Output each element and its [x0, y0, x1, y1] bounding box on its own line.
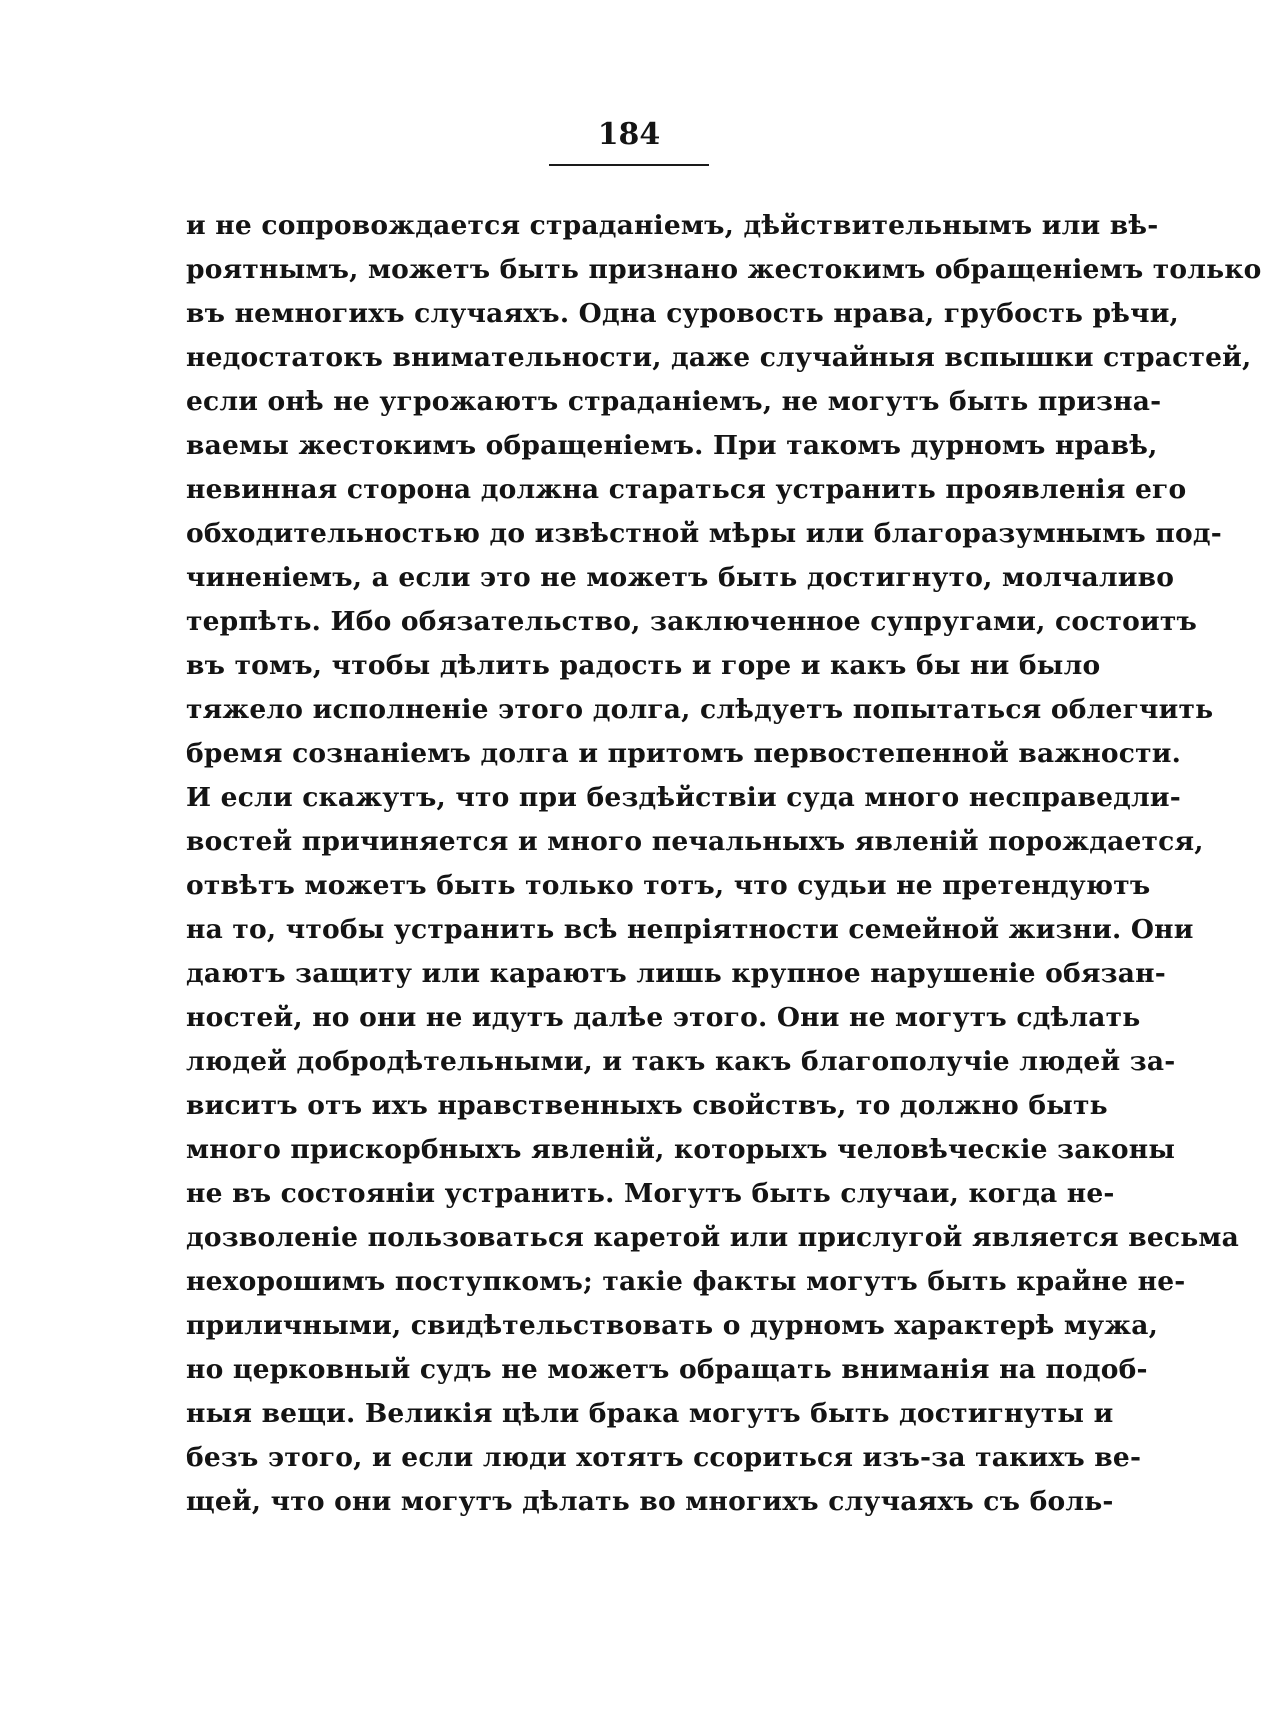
text-line: приличными, свидѣтельствовать о дурномъ характерѣ мужа, [186, 1310, 1159, 1341]
text-line: отвѣтъ можетъ быть только тотъ, что судьи не претендуютъ [186, 870, 1151, 901]
text-line: ваемы жестокимъ обращеніемъ. При такомъ дурномъ нравѣ, [186, 430, 1158, 461]
text-line: на то, чтобы устранить всѣ непріятности семейной жизни. Они [186, 914, 1194, 945]
text-line: обходительностью до извѣстной мѣры или благоразумнымъ под- [186, 518, 1222, 549]
text-line: если онѣ не угрожаютъ страданіемъ, не могутъ быть призна- [186, 386, 1162, 417]
text-line: И если скажутъ, что при бездѣйствіи суда много несправедли- [186, 782, 1181, 813]
text-line: не въ состояніи устранить. Могутъ быть случаи, когда не- [186, 1178, 1115, 1209]
text-line: ныя вещи. Великія цѣли брака могутъ быть достигнуты и [186, 1398, 1114, 1429]
text-line: ностей, но они не идутъ далѣе этого. Они не могутъ сдѣлать [186, 1002, 1141, 1033]
text-line: щей, что они могутъ дѣлать во многихъ случаяхъ съ боль- [186, 1486, 1114, 1517]
text-line: даютъ защиту или караютъ лишь крупное нарушеніе обязан- [186, 958, 1166, 989]
text-line: но церковный судъ не можетъ обращать вниманія на подоб- [186, 1354, 1148, 1385]
text-line: и не сопровождается страданіемъ, дѣйствительнымъ или вѣ- [186, 210, 1159, 241]
text-line: людей добродѣтельными, и такъ какъ благополучіе людей за- [186, 1046, 1176, 1077]
text-line: чиненіемъ, а если это не можетъ быть достигнуто, молчаливо [186, 562, 1175, 593]
text-line: невинная сторона должна стараться устранить проявленія его [186, 474, 1187, 505]
text-line: роятнымъ, можетъ быть признано жестокимъ обращеніемъ только [186, 254, 1262, 285]
text-line: виситъ отъ ихъ нравственныхъ свойствъ, то должно быть [186, 1090, 1108, 1121]
page-number: 184 [597, 117, 661, 152]
text-line: много прискорбныхъ явленій, которыхъ человѣческіе законы [186, 1134, 1176, 1165]
text-line: безъ этого, и если люди хотятъ ссориться изъ-за такихъ ве- [186, 1442, 1142, 1473]
body-text [186, 204, 1262, 1524]
text-line: нехорошимъ поступкомъ; такіе факты могутъ быть крайне не- [186, 1266, 1186, 1297]
text-line: въ немногихъ случаяхъ. Одна суровость нрава, грубость рѣчи, [186, 298, 1179, 329]
text-line: тяжело исполненіе этого долга, слѣдуетъ попытаться облегчить [186, 694, 1214, 725]
header-rule [549, 164, 709, 166]
text-line: въ томъ, чтобы дѣлить радость и горе и какъ бы ни было [186, 650, 1101, 681]
text-line: дозволеніе пользоваться каретой или прислугой является весьма [186, 1222, 1239, 1253]
text-line: бремя сознаніемъ долга и притомъ первостепенной важности. [186, 738, 1182, 769]
text-line: востей причиняется и много печальныхъ явленій порождается, [186, 826, 1204, 857]
text-line: недостатокъ внимательности, даже случайныя вспышки страстей, [186, 342, 1252, 373]
text-line: терпѣть. Ибо обязательство, заключенное супругами, состоитъ [186, 606, 1198, 637]
